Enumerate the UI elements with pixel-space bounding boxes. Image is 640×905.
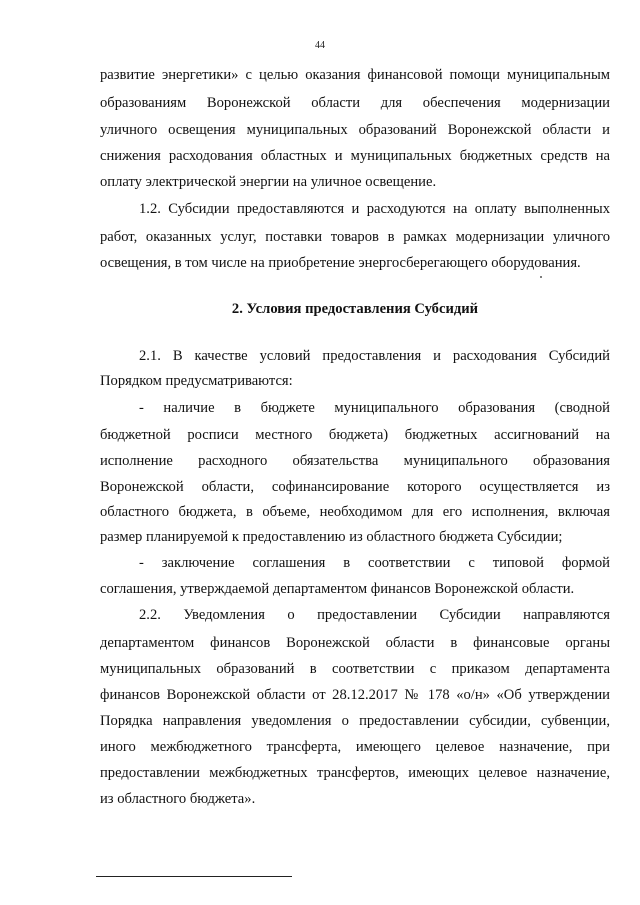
body-line: бюджетной росписи местного бюджета) бюджетных ассигнований на	[100, 427, 610, 443]
body-line: из областного бюджета».	[100, 791, 256, 807]
section-heading: 2. Условия предоставления Субсидий	[231, 301, 479, 317]
footnote-rule	[96, 876, 292, 877]
body-line: освещения, в том числе на приобретение энергосберегающего оборудования.	[100, 255, 581, 271]
body-line: 1.2. Субсидии предоставляются и расходуются на оплату выполненных	[139, 201, 610, 217]
body-line: финансов Воронежской области от 28.12.2017 № 178 «о/н» «Об утверждении	[100, 687, 610, 703]
body-line: снижения расходования областных и муниципальных бюджетных средств на	[100, 148, 610, 164]
body-line: иного межбюджетного трансферта, имеющего целевое назначение, при	[100, 739, 610, 755]
body-line: 2.2. Уведомления о предоставлении Субсидии направляются	[139, 607, 610, 623]
body-line: 2.1. В качестве условий предоставления и расходования Субсидий	[139, 348, 610, 364]
body-line: областного бюджета, в объеме, необходимом для его исполнения, включая	[100, 504, 610, 520]
body-line: соглашения, утверждаемой департаментом финансов Воронежской области.	[100, 581, 575, 597]
body-line: Порядком предусматриваются:	[100, 373, 293, 389]
body-line: Воронежской области, софинансирование которого осуществляется из	[100, 479, 610, 495]
body-line: Порядка направления уведомления о предоставлении субсидии, субвенции,	[100, 713, 610, 729]
body-line: департаментом финансов Воронежской области в финансовые органы	[100, 635, 610, 651]
body-line: оплату электрической энергии на уличное освещение.	[100, 174, 437, 190]
body-line: муниципальных образований в соответствии с приказом департамента	[100, 661, 610, 677]
body-line: - наличие в бюджете муниципального образования (сводной	[139, 400, 610, 416]
body-line: работ, оказанных услуг, поставки товаров в рамках модернизации уличного	[100, 229, 610, 245]
body-line: развитие энергетики» с целью оказания финансовой помощи муниципальным	[100, 67, 610, 83]
body-line: исполнение расходного обязательства муниципального образования	[100, 453, 610, 469]
scan-speck	[540, 276, 542, 278]
body-line: - заключение соглашения в соответствии с типовой формой	[139, 555, 610, 571]
body-line: предоставлении межбюджетных трансфертов, имеющих целевое назначение,	[100, 765, 610, 781]
body-line: образованиям Воронежской области для обеспечения модернизации	[100, 95, 610, 111]
body-line: уличного освещения муниципальных образований Воронежской области и	[100, 122, 610, 138]
body-line: размер планируемой к предоставлению из областного бюджета Субсидии;	[100, 529, 563, 545]
page-number: 44	[315, 40, 325, 51]
